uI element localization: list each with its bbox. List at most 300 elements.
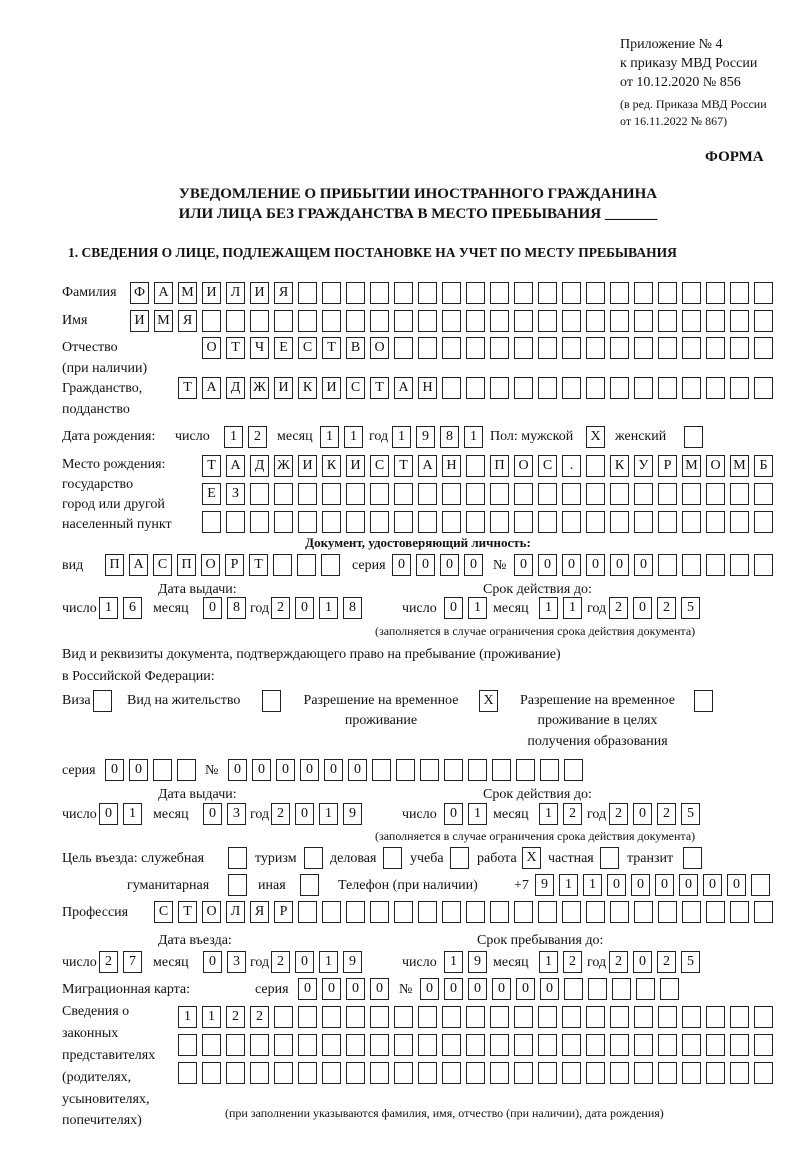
char-cell[interactable]: 0 [703, 874, 722, 896]
char-cell[interactable] [466, 310, 485, 332]
entry-day-field[interactable] [99, 951, 142, 973]
char-cell[interactable] [514, 1006, 533, 1028]
char-cell[interactable] [658, 1034, 677, 1056]
char-cell[interactable]: 0 [203, 597, 222, 619]
char-cell[interactable] [706, 310, 725, 332]
char-cell[interactable] [394, 1062, 413, 1084]
char-cell[interactable] [634, 901, 653, 923]
char-cell[interactable] [586, 337, 605, 359]
char-cell[interactable] [370, 1006, 389, 1028]
char-cell[interactable]: 1 [539, 951, 558, 973]
char-cell[interactable]: 0 [203, 803, 222, 825]
char-cell[interactable] [226, 511, 245, 533]
char-cell[interactable] [610, 511, 629, 533]
char-cell[interactable]: 0 [633, 951, 652, 973]
checkbox-cell[interactable] [450, 847, 469, 869]
char-cell[interactable] [586, 483, 605, 505]
char-cell[interactable] [202, 511, 221, 533]
char-cell[interactable] [516, 759, 535, 781]
char-cell[interactable] [468, 759, 487, 781]
char-cell[interactable]: 0 [203, 951, 222, 973]
char-cell[interactable] [538, 337, 557, 359]
id-valid-day-field[interactable] [444, 597, 487, 619]
char-cell[interactable] [298, 310, 317, 332]
char-cell[interactable] [322, 310, 341, 332]
male-checkbox[interactable] [586, 426, 605, 448]
char-cell[interactable] [370, 511, 389, 533]
char-cell[interactable] [538, 310, 557, 332]
char-cell[interactable] [490, 483, 509, 505]
char-cell[interactable]: 1 [320, 426, 339, 448]
char-cell[interactable] [442, 1034, 461, 1056]
char-cell[interactable] [706, 377, 725, 399]
char-cell[interactable] [586, 377, 605, 399]
char-cell[interactable] [730, 282, 749, 304]
char-cell[interactable]: Т [370, 377, 389, 399]
char-cell[interactable]: И [274, 377, 293, 399]
char-cell[interactable] [706, 1006, 725, 1028]
char-cell[interactable]: 1 [319, 951, 338, 973]
char-cell[interactable] [394, 282, 413, 304]
char-cell[interactable]: 2 [250, 1006, 269, 1028]
char-cell[interactable]: С [346, 377, 365, 399]
char-cell[interactable] [610, 483, 629, 505]
char-cell[interactable]: 1 [319, 597, 338, 619]
char-cell[interactable]: 2 [99, 951, 118, 973]
char-cell[interactable] [442, 282, 461, 304]
residence-issue-day-field[interactable] [99, 803, 142, 825]
id-series-field[interactable] [392, 554, 483, 576]
char-cell[interactable] [346, 511, 365, 533]
char-cell[interactable] [658, 377, 677, 399]
char-cell[interactable]: . [562, 455, 581, 477]
char-cell[interactable] [466, 483, 485, 505]
char-cell[interactable] [298, 1034, 317, 1056]
migration-number-field[interactable] [420, 978, 679, 1000]
char-cell[interactable] [418, 901, 437, 923]
char-cell[interactable] [562, 901, 581, 923]
entry-month-field[interactable] [203, 951, 246, 973]
char-cell[interactable] [754, 337, 773, 359]
char-cell[interactable] [394, 511, 413, 533]
char-cell[interactable] [634, 1006, 653, 1028]
char-cell[interactable] [682, 377, 701, 399]
char-cell[interactable] [466, 377, 485, 399]
char-cell[interactable] [682, 511, 701, 533]
char-cell[interactable] [562, 1034, 581, 1056]
trp-education-checkbox[interactable] [694, 690, 713, 712]
char-cell[interactable] [442, 901, 461, 923]
char-cell[interactable]: С [153, 554, 172, 576]
char-cell[interactable] [730, 310, 749, 332]
char-cell[interactable] [177, 759, 196, 781]
char-cell[interactable] [370, 310, 389, 332]
checkbox-cell[interactable] [300, 874, 319, 896]
purpose-transit-checkbox[interactable] [683, 847, 702, 869]
char-cell[interactable]: М [730, 455, 749, 477]
checkbox-cell[interactable]: X [586, 426, 605, 448]
char-cell[interactable] [322, 901, 341, 923]
char-cell[interactable]: 0 [540, 978, 559, 1000]
purpose-work-checkbox[interactable] [522, 847, 541, 869]
char-cell[interactable]: 0 [300, 759, 319, 781]
char-cell[interactable]: Д [250, 455, 269, 477]
phone-field[interactable] [535, 874, 770, 896]
char-cell[interactable] [298, 901, 317, 923]
char-cell[interactable]: 0 [492, 978, 511, 1000]
char-cell[interactable]: 0 [514, 554, 533, 576]
char-cell[interactable]: 0 [228, 759, 247, 781]
char-cell[interactable] [321, 554, 340, 576]
representatives-line-1[interactable] [178, 1006, 773, 1028]
char-cell[interactable]: А [418, 455, 437, 477]
char-cell[interactable] [274, 1006, 293, 1028]
char-cell[interactable]: 2 [271, 597, 290, 619]
char-cell[interactable] [586, 1062, 605, 1084]
char-cell[interactable]: 0 [416, 554, 435, 576]
char-cell[interactable] [658, 483, 677, 505]
char-cell[interactable]: Т [322, 337, 341, 359]
char-cell[interactable] [706, 1062, 725, 1084]
purpose-service-checkbox[interactable] [228, 847, 247, 869]
char-cell[interactable]: А [226, 455, 245, 477]
char-cell[interactable] [682, 310, 701, 332]
char-cell[interactable]: 1 [468, 803, 487, 825]
char-cell[interactable] [226, 1062, 245, 1084]
char-cell[interactable]: 0 [607, 874, 626, 896]
char-cell[interactable]: 0 [348, 759, 367, 781]
char-cell[interactable] [322, 1006, 341, 1028]
char-cell[interactable]: 0 [444, 803, 463, 825]
char-cell[interactable]: Р [274, 901, 293, 923]
id-issue-day-field[interactable] [99, 597, 142, 619]
purpose-other-checkbox[interactable] [300, 874, 319, 896]
char-cell[interactable] [394, 1006, 413, 1028]
entry-year-field[interactable] [271, 951, 362, 973]
char-cell[interactable]: 0 [324, 759, 343, 781]
char-cell[interactable] [418, 282, 437, 304]
char-cell[interactable] [610, 1062, 629, 1084]
char-cell[interactable] [751, 874, 770, 896]
char-cell[interactable] [610, 377, 629, 399]
char-cell[interactable]: 5 [681, 803, 700, 825]
char-cell[interactable] [538, 282, 557, 304]
char-cell[interactable] [442, 511, 461, 533]
char-cell[interactable]: 0 [298, 978, 317, 1000]
char-cell[interactable]: 2 [563, 951, 582, 973]
checkbox-cell[interactable] [228, 847, 247, 869]
char-cell[interactable]: 0 [295, 803, 314, 825]
char-cell[interactable]: П [105, 554, 124, 576]
char-cell[interactable]: И [130, 310, 149, 332]
char-cell[interactable] [370, 901, 389, 923]
visa-checkbox[interactable] [93, 690, 112, 712]
char-cell[interactable]: 1 [563, 597, 582, 619]
char-cell[interactable] [730, 1062, 749, 1084]
char-cell[interactable] [490, 337, 509, 359]
char-cell[interactable] [706, 554, 725, 576]
char-cell[interactable]: И [202, 282, 221, 304]
char-cell[interactable] [586, 310, 605, 332]
checkbox-cell[interactable] [93, 690, 112, 712]
char-cell[interactable]: 0 [631, 874, 650, 896]
char-cell[interactable] [274, 483, 293, 505]
char-cell[interactable]: Т [249, 554, 268, 576]
char-cell[interactable] [682, 483, 701, 505]
char-cell[interactable] [658, 554, 677, 576]
char-cell[interactable] [394, 901, 413, 923]
char-cell[interactable] [706, 1034, 725, 1056]
char-cell[interactable]: И [346, 455, 365, 477]
char-cell[interactable]: 8 [343, 597, 362, 619]
char-cell[interactable] [466, 282, 485, 304]
char-cell[interactable]: 2 [563, 803, 582, 825]
char-cell[interactable] [490, 282, 509, 304]
char-cell[interactable] [562, 282, 581, 304]
char-cell[interactable]: 0 [99, 803, 118, 825]
char-cell[interactable]: 0 [295, 597, 314, 619]
char-cell[interactable] [730, 554, 749, 576]
birth-month-field[interactable] [320, 426, 363, 448]
char-cell[interactable] [610, 282, 629, 304]
id-valid-year-field[interactable] [609, 597, 700, 619]
char-cell[interactable] [466, 1062, 485, 1084]
birthplace-line-1[interactable] [202, 455, 773, 477]
char-cell[interactable]: 8 [227, 597, 246, 619]
char-cell[interactable] [394, 1034, 413, 1056]
surname-field[interactable] [130, 282, 773, 304]
char-cell[interactable] [274, 1034, 293, 1056]
char-cell[interactable]: 2 [609, 597, 628, 619]
char-cell[interactable] [418, 1034, 437, 1056]
char-cell[interactable]: 9 [535, 874, 554, 896]
profession-field[interactable] [154, 901, 773, 923]
char-cell[interactable] [586, 901, 605, 923]
char-cell[interactable] [442, 377, 461, 399]
char-cell[interactable]: 0 [105, 759, 124, 781]
char-cell[interactable] [658, 901, 677, 923]
residence-permit-checkbox[interactable] [262, 690, 281, 712]
char-cell[interactable] [564, 978, 583, 1000]
char-cell[interactable] [730, 511, 749, 533]
id-number-field[interactable] [514, 554, 773, 576]
char-cell[interactable]: 0 [440, 554, 459, 576]
checkbox-cell[interactable] [262, 690, 281, 712]
purpose-tourism-checkbox[interactable] [304, 847, 323, 869]
char-cell[interactable] [372, 759, 391, 781]
char-cell[interactable] [490, 1062, 509, 1084]
char-cell[interactable] [754, 483, 773, 505]
char-cell[interactable]: 2 [271, 803, 290, 825]
patronymic-field[interactable] [202, 337, 773, 359]
char-cell[interactable]: 1 [539, 803, 558, 825]
birthplace-line-2[interactable] [202, 483, 773, 505]
char-cell[interactable] [346, 901, 365, 923]
char-cell[interactable] [250, 310, 269, 332]
purpose-private-checkbox[interactable] [600, 847, 619, 869]
char-cell[interactable] [346, 282, 365, 304]
char-cell[interactable] [562, 310, 581, 332]
char-cell[interactable]: О [514, 455, 533, 477]
char-cell[interactable] [730, 1006, 749, 1028]
char-cell[interactable] [682, 282, 701, 304]
purpose-study-checkbox[interactable] [450, 847, 469, 869]
char-cell[interactable]: 7 [123, 951, 142, 973]
char-cell[interactable]: 0 [562, 554, 581, 576]
checkbox-cell[interactable] [304, 847, 323, 869]
char-cell[interactable] [634, 1062, 653, 1084]
residence-issue-month-field[interactable] [203, 803, 246, 825]
char-cell[interactable] [322, 1034, 341, 1056]
char-cell[interactable] [418, 337, 437, 359]
char-cell[interactable] [394, 310, 413, 332]
char-cell[interactable] [586, 1034, 605, 1056]
char-cell[interactable]: Я [274, 282, 293, 304]
char-cell[interactable]: 0 [346, 978, 365, 1000]
char-cell[interactable]: Н [442, 455, 461, 477]
stay-year-field[interactable] [609, 951, 700, 973]
checkbox-cell[interactable] [694, 690, 713, 712]
char-cell[interactable]: 0 [444, 978, 463, 1000]
char-cell[interactable]: 0 [464, 554, 483, 576]
char-cell[interactable] [730, 337, 749, 359]
char-cell[interactable] [226, 1034, 245, 1056]
char-cell[interactable]: 0 [295, 951, 314, 973]
char-cell[interactable]: 1 [392, 426, 411, 448]
char-cell[interactable] [634, 377, 653, 399]
char-cell[interactable]: К [610, 455, 629, 477]
char-cell[interactable] [466, 337, 485, 359]
char-cell[interactable] [658, 1062, 677, 1084]
char-cell[interactable]: 2 [657, 951, 676, 973]
id-valid-month-field[interactable] [539, 597, 582, 619]
char-cell[interactable] [250, 483, 269, 505]
char-cell[interactable] [706, 282, 725, 304]
char-cell[interactable] [466, 1006, 485, 1028]
char-cell[interactable]: Л [226, 901, 245, 923]
char-cell[interactable] [562, 483, 581, 505]
char-cell[interactable]: 5 [681, 597, 700, 619]
char-cell[interactable] [610, 1034, 629, 1056]
char-cell[interactable] [586, 455, 605, 477]
representatives-line-3[interactable] [178, 1062, 773, 1084]
char-cell[interactable] [540, 759, 559, 781]
char-cell[interactable] [298, 483, 317, 505]
char-cell[interactable]: М [682, 455, 701, 477]
char-cell[interactable] [346, 1006, 365, 1028]
char-cell[interactable]: 1 [559, 874, 578, 896]
purpose-business-checkbox[interactable] [383, 847, 402, 869]
char-cell[interactable] [250, 511, 269, 533]
char-cell[interactable] [730, 377, 749, 399]
char-cell[interactable] [274, 1062, 293, 1084]
char-cell[interactable] [514, 511, 533, 533]
char-cell[interactable]: Л [226, 282, 245, 304]
char-cell[interactable]: О [201, 554, 220, 576]
char-cell[interactable]: И [322, 377, 341, 399]
char-cell[interactable]: В [346, 337, 365, 359]
char-cell[interactable] [466, 901, 485, 923]
char-cell[interactable]: Т [178, 377, 197, 399]
char-cell[interactable] [706, 483, 725, 505]
char-cell[interactable]: С [538, 455, 557, 477]
char-cell[interactable]: 0 [276, 759, 295, 781]
char-cell[interactable]: 2 [657, 597, 676, 619]
char-cell[interactable] [564, 759, 583, 781]
char-cell[interactable] [706, 337, 725, 359]
char-cell[interactable] [298, 1062, 317, 1084]
char-cell[interactable] [612, 978, 631, 1000]
char-cell[interactable]: Ч [250, 337, 269, 359]
char-cell[interactable]: 9 [416, 426, 435, 448]
stay-month-field[interactable] [539, 951, 582, 973]
char-cell[interactable] [706, 511, 725, 533]
char-cell[interactable] [322, 511, 341, 533]
char-cell[interactable]: 0 [322, 978, 341, 1000]
char-cell[interactable]: И [298, 455, 317, 477]
char-cell[interactable] [660, 978, 679, 1000]
char-cell[interactable] [610, 310, 629, 332]
char-cell[interactable] [370, 282, 389, 304]
char-cell[interactable] [682, 1006, 701, 1028]
citizenship-field[interactable] [178, 377, 773, 399]
char-cell[interactable]: О [706, 455, 725, 477]
char-cell[interactable] [346, 1062, 365, 1084]
char-cell[interactable] [562, 337, 581, 359]
char-cell[interactable]: К [298, 377, 317, 399]
char-cell[interactable] [514, 1062, 533, 1084]
checkbox-cell[interactable] [600, 847, 619, 869]
name-field[interactable] [130, 310, 773, 332]
char-cell[interactable]: 1 [123, 803, 142, 825]
char-cell[interactable] [250, 1062, 269, 1084]
char-cell[interactable]: 0 [679, 874, 698, 896]
char-cell[interactable]: 0 [252, 759, 271, 781]
char-cell[interactable]: 1 [99, 597, 118, 619]
char-cell[interactable] [418, 483, 437, 505]
char-cell[interactable]: К [322, 455, 341, 477]
char-cell[interactable] [346, 483, 365, 505]
char-cell[interactable] [610, 901, 629, 923]
char-cell[interactable] [754, 511, 773, 533]
char-cell[interactable]: А [129, 554, 148, 576]
birth-day-field[interactable] [224, 426, 267, 448]
char-cell[interactable]: О [202, 337, 221, 359]
char-cell[interactable] [396, 759, 415, 781]
char-cell[interactable] [514, 282, 533, 304]
char-cell[interactable] [444, 759, 463, 781]
char-cell[interactable] [634, 1034, 653, 1056]
char-cell[interactable] [538, 377, 557, 399]
char-cell[interactable]: 0 [444, 597, 463, 619]
char-cell[interactable] [274, 310, 293, 332]
residence-series-field[interactable] [105, 759, 196, 781]
char-cell[interactable]: 1 [444, 951, 463, 973]
char-cell[interactable]: 0 [727, 874, 746, 896]
char-cell[interactable]: 2 [657, 803, 676, 825]
char-cell[interactable] [490, 511, 509, 533]
char-cell[interactable] [706, 901, 725, 923]
char-cell[interactable] [754, 282, 773, 304]
char-cell[interactable] [370, 483, 389, 505]
char-cell[interactable] [538, 901, 557, 923]
char-cell[interactable] [298, 1006, 317, 1028]
char-cell[interactable] [322, 1062, 341, 1084]
char-cell[interactable] [490, 901, 509, 923]
char-cell[interactable] [490, 1034, 509, 1056]
char-cell[interactable] [634, 282, 653, 304]
char-cell[interactable]: 1 [319, 803, 338, 825]
